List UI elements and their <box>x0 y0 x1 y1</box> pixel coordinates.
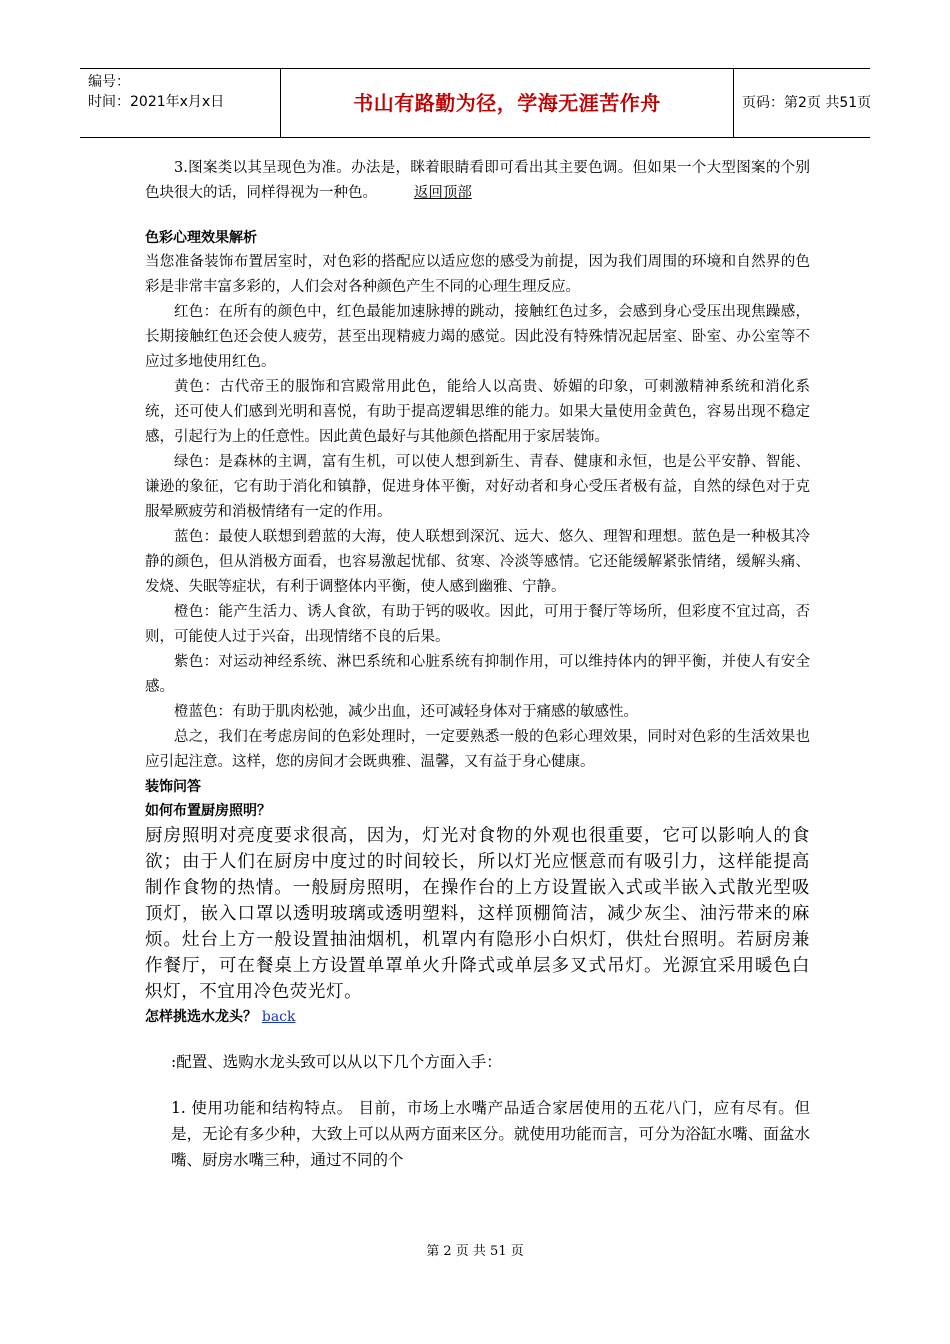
time-label: 时间：2021年x月x日 <box>88 94 225 110</box>
faucet-item-1: 1. 使用功能和结构特点。 目前，市场上水嘴产品适合家居使用的五花八门，应有尽有。但是，无论有多少种，大致上可以从两方面来区分。就使用功能而言，可分为浴缸水嘴、面盆水嘴、厨房水嘴三种，通过不同的个 <box>171 1099 810 1169</box>
page-footer: 第 2 页 共 51 页 <box>426 1244 524 1259</box>
faucet-heading: 怎样挑选水龙头？ back <box>145 1009 296 1025</box>
blue-paragraph: 蓝色：最使人联想到碧蓝的大海，使人联想到深沉、远大、悠久、理智和理想。蓝色是一种极其冷静的颜色，但从消极方面看，也容易激起忧郁、贫寒、冷淡等感情。它还能缓解紧张情绪，缓解头痛、发烧、失眠等症状，有利于调整体内平衡，使人感到幽雅、宁静。 <box>145 529 810 595</box>
orange-paragraph: 橙色：能产生活力、诱人食欲，有助于钙的吸收。因此，可用于餐厅等场所，但彩度不宜过高，否则，可能使人过于兴奋，出现情绪不良的后果。 <box>145 604 810 645</box>
document-body <box>145 156 810 1173</box>
qa-heading: 装饰问答 <box>145 779 201 795</box>
kitchen-paragraph: 厨房照明对亮度要求很高，因为，灯光对食物的外观也很重要，它可以影响人的食欲；由于人们在厨房中度过的时间较长，所以灯光应惬意而有吸引力，这样能提高制作食物的热情。一般厨房照明，在操作台的上方设置嵌入式或半嵌入式散光型吸顶灯，嵌入口罩以透明玻璃或透明塑料，这样顶棚简洁，减少灰尘、油污带来的麻烦。灶台上方一般设置抽油烟机，机罩内有隐形小白炽灯，供灶台照明。若厨房兼作餐厅，可在餐桌上方设置单罩单火升降式或单层多叉式吊灯。光源宜采用暖色白炽灯，不宜用冷色荧光灯。 <box>145 826 810 1002</box>
back-link[interactable]: back <box>261 1009 296 1025</box>
page-label: 页码：第2页 共51页 <box>742 95 872 111</box>
intro-paragraph: 当您准备装饰布置居室时，对色彩的搭配应以适应您的感受为前提，因为我们周围的环境和自然界的色彩是非常丰富多彩的，人们会对各种颜色产生不同的心理生理反应。 <box>145 254 810 295</box>
header-meta-cell <box>80 69 280 137</box>
motto: 书山有路勤为径，学海无涯苦作舟 <box>280 69 734 137</box>
orange-blue-paragraph: 橙蓝色：有助于肌肉松弛，减少出血，还可减轻身体对于痛感的敏感性。 <box>174 704 638 720</box>
summary-paragraph: 总之，我们在考虑房间的色彩处理时，一定要熟悉一般的色彩心理效果，同时对色彩的生活效果也应引起注意。这样，您的房间才会既典雅、温馨，又有益于身心健康。 <box>145 729 810 770</box>
kitchen-heading: 如何布置厨房照明？ <box>145 803 271 819</box>
color-psych-heading: 色彩心理效果解析 <box>145 230 257 246</box>
code-label: 编号： <box>88 74 130 90</box>
faucet-intro: :配置、选购水龙头致可以从以下几个方面入手： <box>171 1053 502 1071</box>
pattern-paragraph: 3.图案类以其呈现色为准。办法是，眯着眼睛看即可看出其主要色调。但如果一个大型图案的个别色块很大的话，同样得视为一种色。 返回顶部 <box>145 160 810 201</box>
yellow-paragraph: 黄色：古代帝王的服饰和宫殿常用此色，能给人以高贵、娇媚的印象，可刺激精神系统和消化系统，还可使人们感到光明和喜悦，有助于提高逻辑思维的能力。如果大量使用金黄色，容易出现不稳定感，引起行为上的任意性。因此黄色最好与其他颜色搭配用于家居装饰。 <box>145 379 810 445</box>
back-to-top-link[interactable]: 返回顶部 <box>413 185 472 201</box>
red-paragraph: 红色：在所有的颜色中，红色最能加速脉搏的跳动，接触红色过多，会感到身心受压出现焦躁感，长期接触红色还会使人疲劳，甚至出现精疲力竭的感觉。因此没有特殊情况起居室、卧室、办公室等不应过多地使用红色。 <box>145 304 810 370</box>
green-paragraph: 绿色：是森林的主调，富有生机，可以使人想到新生、青春、健康和永恒，也是公平安静、智能、谦逊的象征，它有助于消化和镇静，促进身体平衡，对好动者和身心受压者极有益，自然的绿色对于克服晕厥疲劳和消极情绪有一定的作用。 <box>145 454 810 520</box>
page-header <box>80 68 870 138</box>
purple-paragraph: 紫色：对运动神经系统、淋巴系统和心脏系统有抑制作用，可以维持体内的钾平衡，并使人有安全感。 <box>145 654 810 695</box>
